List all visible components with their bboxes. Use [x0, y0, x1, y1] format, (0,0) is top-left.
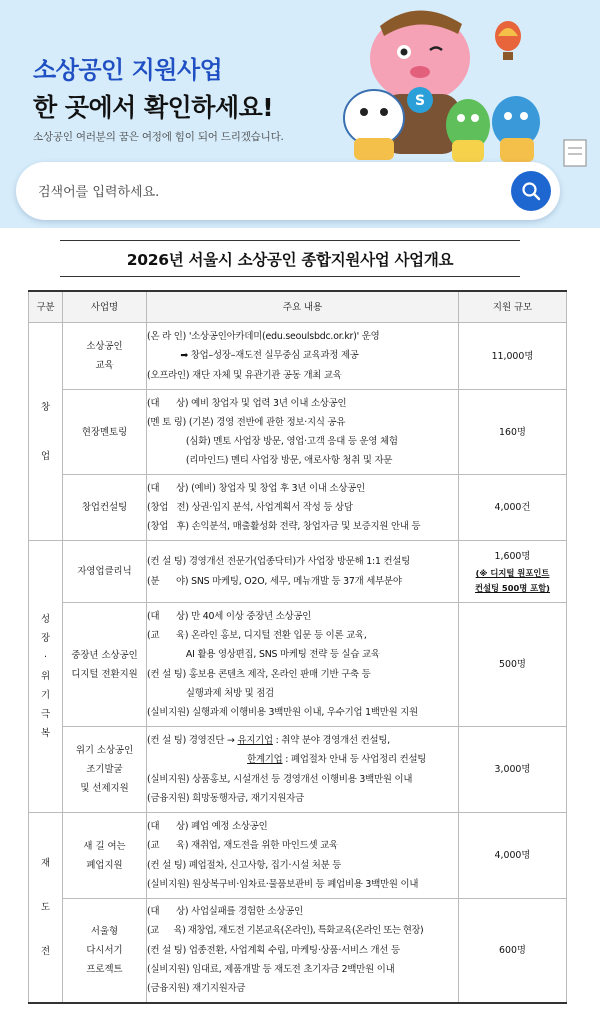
content-line: (금융지원) 재기지원자금	[147, 983, 246, 995]
content-line: (컨 설 팅) 폐업절차, 신고사항, 집기·시설 처분 등	[147, 859, 342, 871]
program-content	[147, 899, 459, 1003]
table-row	[29, 323, 567, 390]
program-name	[63, 475, 147, 541]
category-growth-crisis	[29, 541, 63, 813]
program-content	[147, 603, 459, 727]
program-name	[63, 603, 147, 727]
category-char: 성	[40, 614, 51, 625]
content-line: (실비지원) 실행과제 이행비용 3백만원 이내, 우수기업 1백만원 지원	[147, 706, 418, 718]
program-content	[147, 813, 459, 899]
content-line: (창업 전) 상권·입지 분석, 사업계획서 작성 등 상담	[147, 501, 353, 513]
content-line: (분 야) SNS 마케팅, O2O, 세무, 메뉴개발 등 37개 세부분야	[147, 575, 402, 587]
table-row	[29, 899, 567, 1003]
scale-note: (※ 디지털 원포인트	[475, 568, 550, 578]
hero-headline: 한 곳에서 확인하세요!	[33, 93, 274, 122]
program-scale	[459, 541, 567, 603]
green-mascot	[446, 99, 490, 162]
content-line	[147, 750, 458, 769]
program-name-line: 자영업클리닉	[77, 566, 132, 577]
program-name-line: 현장멘토링	[81, 426, 128, 438]
content-line: AI 활용 영상편집, SNS 마케팅 전략 등 실습 교육	[147, 649, 380, 661]
header-program: 사업명	[63, 291, 147, 323]
content-fragment: : 폐업절차 안내 등 사업정리 컨설팅	[282, 754, 427, 766]
category-restart	[29, 813, 63, 1003]
header-content: 주요 내용	[147, 291, 459, 323]
content-line: (오프라인) 재단 자체 및 유관기관 공동 개최 교육	[147, 369, 342, 381]
category-char: 위	[40, 671, 51, 682]
content-line: (컨 설 팅) 경영개선 전문가(업종닥터)가 사업장 방문해 1:1 컨설팅	[147, 556, 411, 568]
search-input[interactable]	[36, 176, 470, 208]
table-row	[29, 813, 567, 899]
content-line: (컨 설 팅) 업종전환, 사업계획 수립, 마케팅·상품·서비스 개선 등	[147, 944, 400, 956]
content-fragment: (컨 설 팅) 경영진단 →	[147, 735, 238, 747]
program-name-line: 및 선제지원	[80, 783, 129, 794]
content-line: (실비지원) 원상복구비·임차료·물품보관비 등 폐업비용 3백만원 이내	[147, 878, 419, 890]
program-name	[63, 813, 147, 899]
content-line: (실비지원) 상품홍보, 시설개선 등 경영개선 이행비용 3백만원 이내	[147, 773, 413, 785]
program-name-line: 서울형	[90, 925, 119, 937]
mascot-illustration	[340, 0, 600, 170]
table-header-row	[29, 291, 567, 323]
program-scale: 500명	[459, 603, 567, 727]
table-row	[29, 390, 567, 475]
program-scale: 4,000건	[459, 475, 567, 541]
program-scale: 4,000명	[459, 813, 567, 899]
content-line: (창업 후) 손익분석, 매출활성화 전략, 창업자금 및 보증지원 안내 등	[147, 521, 421, 533]
content-line: ➡ 창업–성장–재도전 실무중심 교육과정 제공	[147, 350, 359, 362]
content-line: (대 상) 만 40세 이상 중장년 소상공인	[147, 610, 312, 622]
table-row	[29, 603, 567, 727]
content-underlined: 한계기업	[247, 754, 283, 766]
program-name-line: 디지털 전환지원	[71, 668, 138, 680]
content-line: (교 육) 재취업, 재도전을 위한 마인드셋 교육	[147, 840, 338, 852]
program-name-line: 새 길 여는	[83, 840, 126, 852]
mascot-badge: S	[414, 93, 426, 109]
content-line: 실행과제 처방 및 점검	[147, 687, 274, 699]
search-bar[interactable]	[16, 162, 560, 220]
program-name-line: 위기 소상공인	[75, 745, 134, 756]
content-line	[147, 731, 458, 750]
content-line: (실비지원) 임대료, 제품개발 등 재도전 초기자금 2백만원 이내	[147, 963, 395, 975]
category-char: 재	[40, 857, 51, 869]
program-name	[63, 727, 147, 813]
table-row	[29, 541, 567, 603]
category-char: 복	[40, 728, 51, 739]
program-content	[147, 475, 459, 541]
program-scale: 11,000명	[459, 323, 567, 390]
content-line: (컨 설 팅) 홍보용 콘텐츠 제작, 온라인 판매 기반 구축 등	[147, 668, 371, 680]
table-row	[29, 727, 567, 813]
program-name	[63, 899, 147, 1003]
document-title-box	[60, 240, 520, 277]
category-char: ·	[44, 652, 47, 663]
content-line: (대 상) 폐업 예정 소상공인	[147, 821, 268, 833]
scale-note: 컨설팅 500명 포함)	[475, 583, 550, 593]
content-line: (대 상) 예비 창업자 및 업력 3년 이내 소상공인	[147, 397, 347, 409]
program-name-line: 조기발굴	[86, 764, 123, 775]
content-line: (대 상) (예비) 창업자 및 창업 후 3년 이내 소상공인	[147, 482, 365, 494]
category-char: 기	[40, 690, 51, 701]
program-table	[28, 290, 567, 1004]
category-char: 장	[40, 633, 51, 644]
content-line: (교 육) 온라인 홍보, 디지털 전환 입문 등 이론 교육,	[147, 630, 367, 642]
program-content	[147, 727, 459, 813]
program-name-line: 프로젝트	[86, 963, 123, 975]
document-title: 2026년 서울시 소상공인 종합지원사업 사업개요	[126, 250, 454, 269]
table-row	[29, 475, 567, 541]
balloon-icon	[495, 21, 521, 60]
program-name-line: 중장년 소상공인	[71, 649, 138, 661]
program-content	[147, 323, 459, 390]
content-fragment	[147, 754, 247, 765]
program-name-line: 소상공인	[86, 341, 123, 352]
category-char: 도	[40, 901, 51, 913]
content-line: (온 라 인) '소상공인아카데미(edu.seoulsbdc.or.kr)' 운영	[147, 331, 380, 343]
program-scale: 3,000명	[459, 727, 567, 813]
category-char: 극	[40, 709, 51, 720]
content-line: (금융지원) 희망동행자금, 재기지원자금	[147, 792, 304, 804]
blue-mascot	[492, 96, 540, 162]
content-line: (대 상) 사업실패를 경험한 소상공인	[147, 906, 303, 918]
header-category: 구분	[29, 291, 63, 323]
category-char: 창	[40, 401, 51, 413]
category-char: 전	[40, 945, 51, 957]
program-scale: 600명	[459, 899, 567, 1003]
program-scale: 160명	[459, 390, 567, 475]
program-name-line: 교육	[95, 360, 114, 371]
content-line: (심화) 멘토 사업장 방문, 영업·고객 응대 등 운영 체험	[147, 436, 398, 447]
content-underlined: 유지기업	[237, 735, 273, 747]
hero-title: 소상공인 지원사업	[33, 56, 223, 84]
category-startup	[29, 323, 63, 541]
header-scale: 지원 규모	[459, 291, 567, 323]
category-char: 업	[40, 450, 51, 462]
scale-value: 1,600명	[494, 551, 531, 562]
hero-banner	[0, 0, 600, 228]
content-line: (교 육) 재창업, 재도전 기본교육(온라인), 특화교육(온라인 또는 현장)	[147, 925, 424, 937]
program-content	[147, 390, 459, 475]
program-name	[63, 390, 147, 475]
program-name-line: 창업컨설팅	[81, 502, 128, 513]
program-name-line: 폐업지원	[86, 859, 123, 871]
hero-subtitle: 소상공인 여러분의 꿈은 여정에 힘이 되어 드리겠습니다.	[33, 131, 284, 143]
content-fragment: : 취약 분야 경영개선 컨설팅,	[272, 735, 390, 747]
search-button[interactable]	[511, 171, 551, 211]
content-line: (리마인드) 멘티 사업장 방문, 애로사항 청취 및 자문	[147, 455, 393, 467]
program-name	[63, 541, 147, 603]
search-icon	[521, 181, 541, 201]
program-content	[147, 541, 459, 603]
content-line: (멘 토 링) (기본) 경영 전반에 관한 정보·지식 공유	[147, 416, 346, 428]
program-name-line: 다시서기	[86, 944, 123, 956]
paper-icon	[564, 140, 586, 166]
program-name	[63, 323, 147, 390]
